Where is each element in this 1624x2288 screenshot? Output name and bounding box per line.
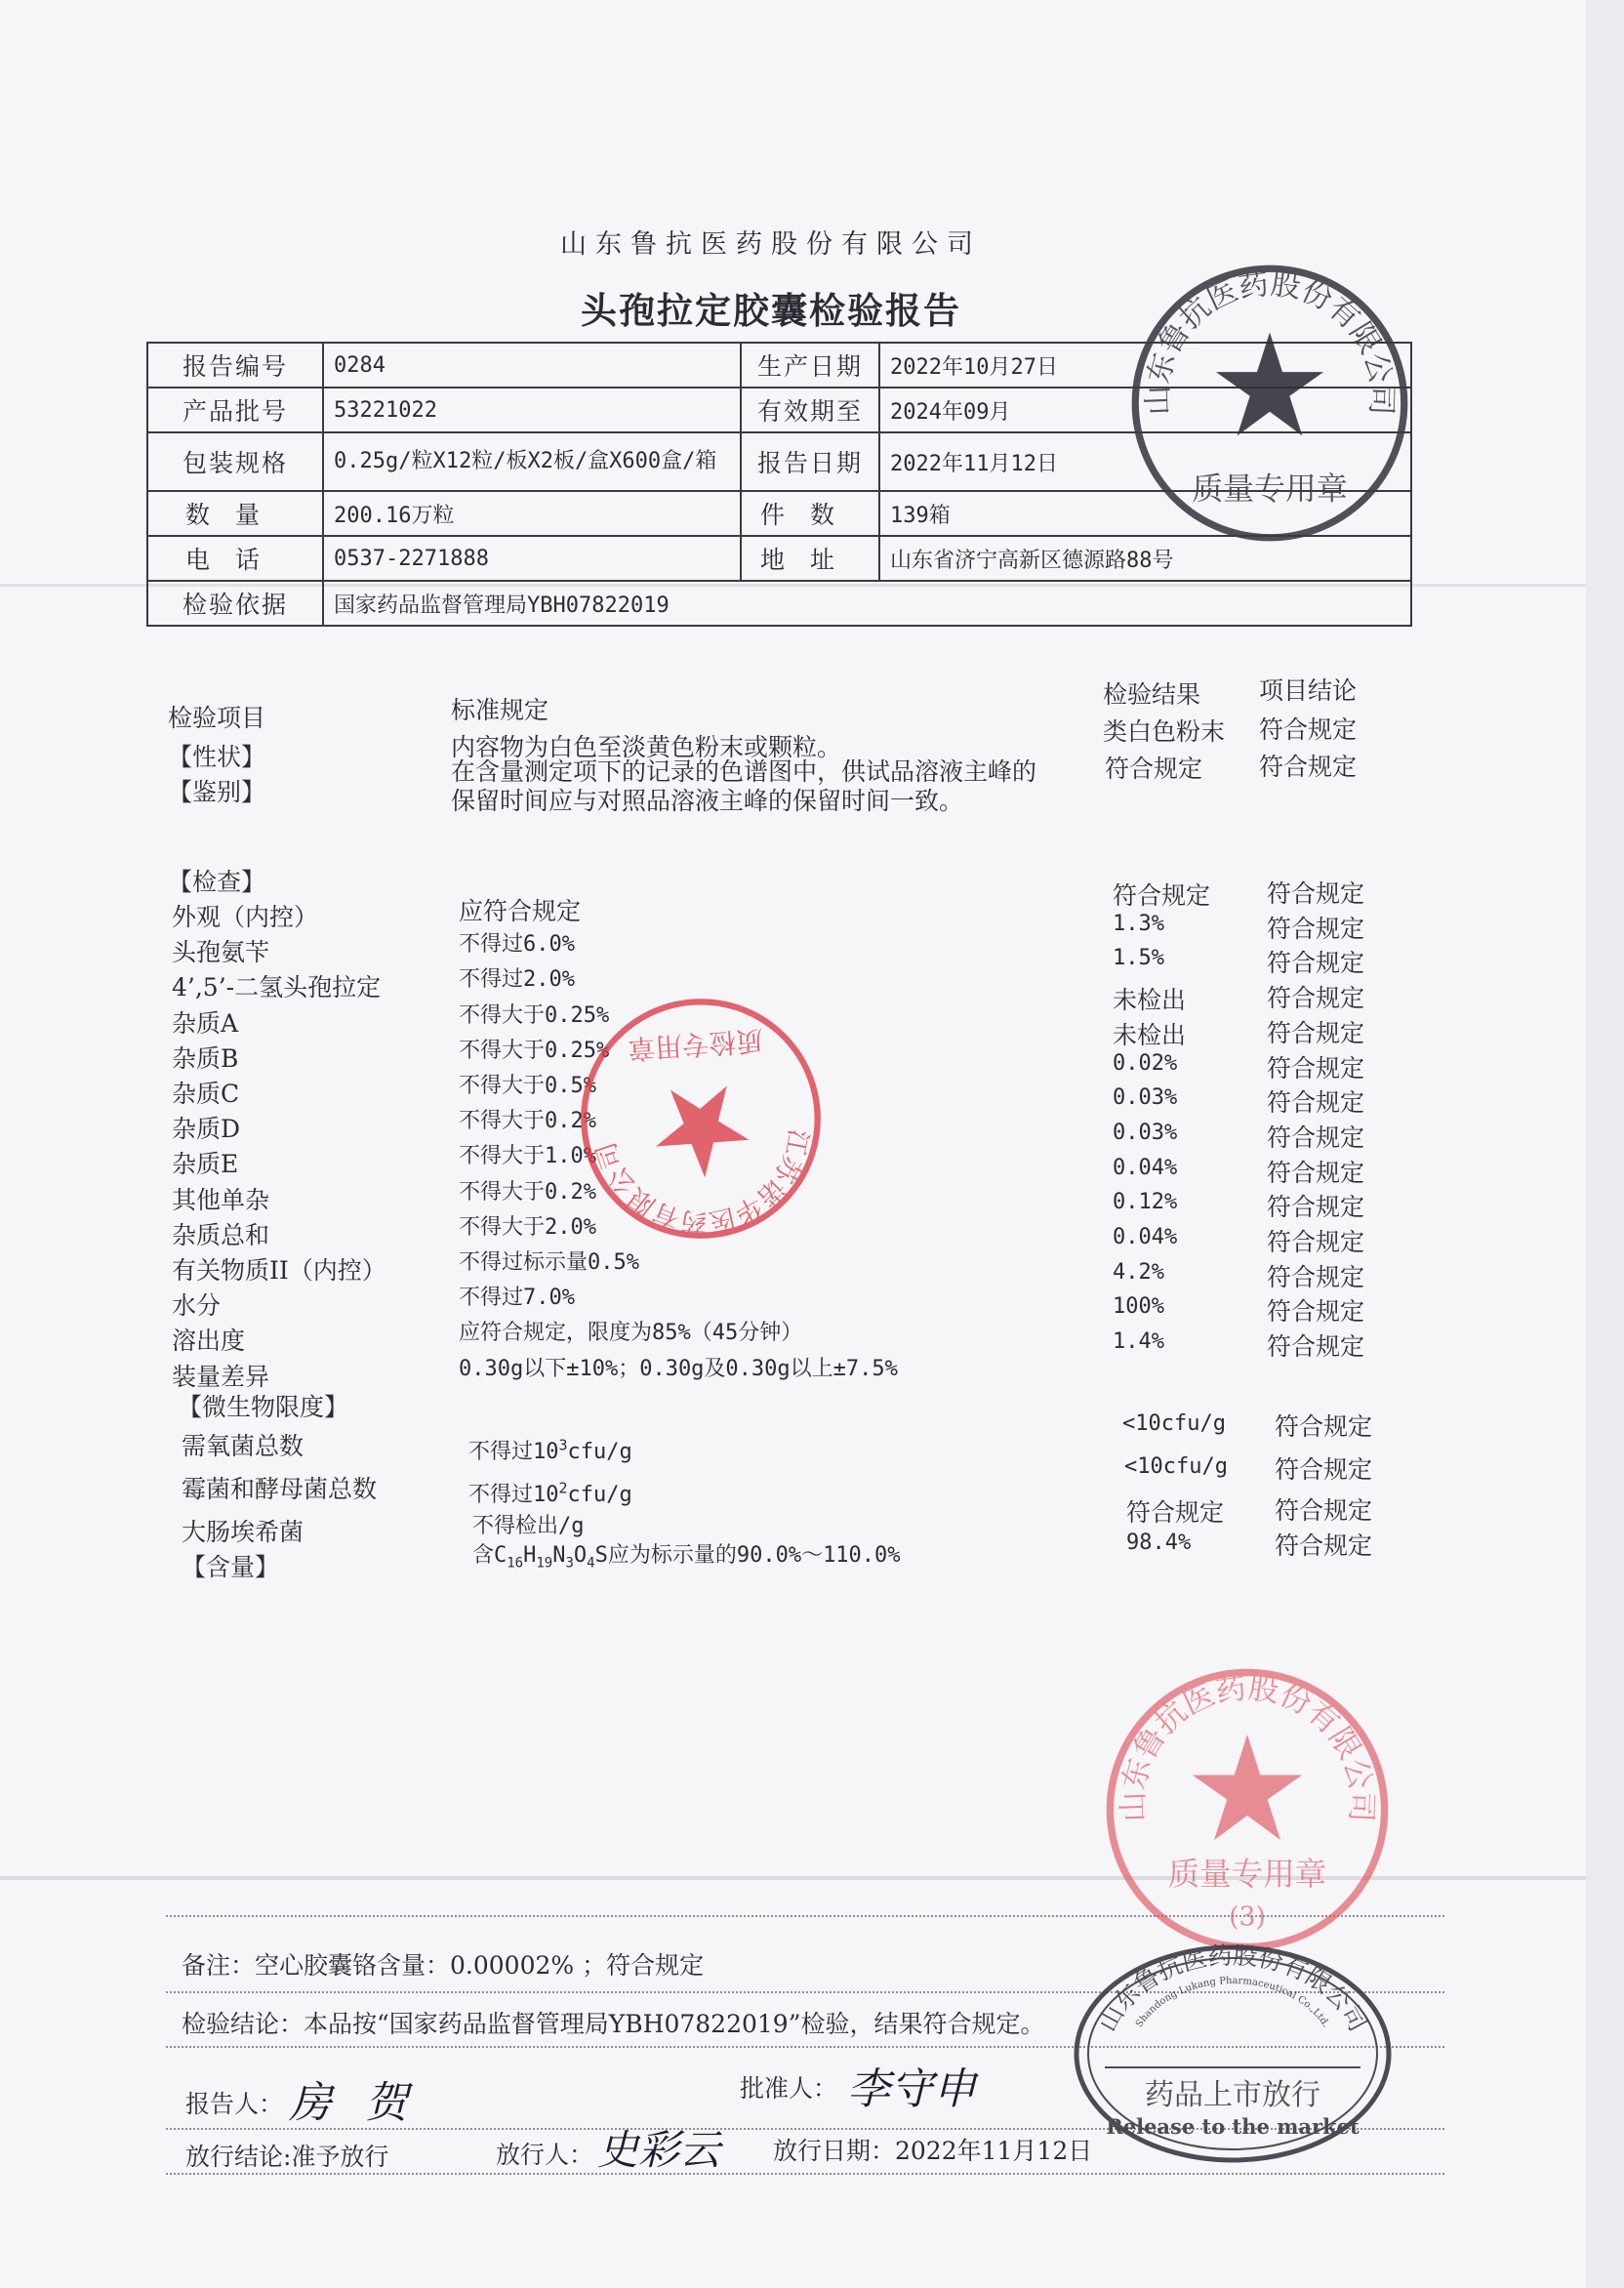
label-address: 地址 — [741, 536, 879, 581]
phone: 0537-2271888 — [323, 536, 741, 581]
seal-ring-text: 山东鲁抗医药股份有限公司 — [1115, 1670, 1380, 1823]
label-expiry: 有效期至 — [741, 388, 879, 432]
reporter-label: 报告人： — [185, 2090, 284, 2118]
pack-spec: 0.25g/粒X12粒/板X2板/盒X600盒/箱 — [323, 432, 741, 491]
seal-number: (3) — [1229, 1901, 1266, 1933]
seal-label: 质量专用章 — [1167, 1855, 1327, 1893]
check-item-conclusion: 符合规定 — [1267, 984, 1365, 1012]
label-basis: 检验依据 — [147, 581, 323, 626]
check-item-name: 装量差异 — [172, 1363, 270, 1391]
label-phone: 电话 — [147, 536, 323, 581]
micro-result: <10cfu/g — [1122, 1411, 1226, 1436]
remark: 备注：空心胶囊铬含量：0.00002% ；符合规定 — [182, 1951, 705, 1980]
check-item-conclusion: 符合规定 — [1267, 1019, 1365, 1047]
check-item-standard: 应符合规定，限度为85%（45分钟） — [459, 1321, 803, 1345]
check-item-standard: 0.30g以下±10%；0.30g及0.30g以上±7.5% — [459, 1357, 898, 1381]
section-micro: 【微生物限度】 — [178, 1393, 349, 1421]
check-item-standard: 不得大于1.0% — [459, 1144, 596, 1168]
report-no: 0284 — [323, 343, 741, 388]
check-item-name: 其他单杂 — [172, 1186, 270, 1214]
content-conclusion: 符合规定 — [1275, 1532, 1373, 1560]
check-item-name: 杂质C — [172, 1080, 240, 1108]
prod-date: 2022年10月27日 — [879, 343, 1411, 388]
approver-signature: 李守申 — [847, 2064, 976, 2114]
seal-ring-text: 山东鲁抗医药股份有限公司 — [1141, 266, 1399, 416]
report-date: 2022年11月12日 — [879, 432, 1411, 491]
check-item-name: 水分 — [172, 1291, 222, 1320]
svg-text:山东鲁抗医药股份有限公司 — [1093, 1942, 1372, 2036]
section-identify: 【鉴别】 — [168, 778, 266, 806]
check-item-name: 溶出度 — [172, 1327, 246, 1355]
seal-ring-text-en: Shandong Lukang Pharmaceutical Co.,Ltd. — [1133, 1975, 1332, 2030]
expiry-date: 2024年09月 — [879, 388, 1411, 432]
col-header-item: 检验项目 — [168, 704, 266, 732]
seal-ring-text: 山东鲁抗医药股份有限公司 — [1092, 1942, 1373, 2036]
check-item-name: 杂质D — [172, 1115, 241, 1143]
label-prod-date: 生产日期 — [741, 343, 879, 388]
reporter-signature: 房 贺 — [289, 2078, 418, 2128]
company-name: 山东鲁抗医药股份有限公司 — [560, 229, 982, 260]
check-item-result: 未检出 — [1113, 986, 1187, 1014]
check-item-result: 1.5% — [1113, 946, 1164, 970]
micro-standard: 不得过$10^2cfu/g$ — [468, 1479, 632, 1507]
check-item-result: 4.2% — [1113, 1260, 1164, 1285]
micro-result: <10cfu/g — [1124, 1454, 1228, 1479]
report-title: 头孢拉定胶囊检验报告 — [581, 289, 961, 332]
seal-ring-text: 江苏诺华医药有限公司 — [590, 1126, 814, 1238]
check-item-result: 1.3% — [1113, 912, 1164, 936]
micro-result: 符合规定 — [1126, 1498, 1225, 1527]
micro-name: 需氧菌总数 — [182, 1432, 304, 1460]
property-result: 类白色粉末 — [1103, 717, 1226, 746]
col-header-result: 检验结果 — [1103, 680, 1201, 709]
check-item-name: 杂质E — [172, 1150, 239, 1178]
check-item-standard: 不得大于0.2% — [459, 1109, 596, 1133]
pieces: 139箱 — [879, 491, 1411, 536]
section-check: 【检查】 — [168, 868, 266, 896]
identify-result: 符合规定 — [1105, 755, 1203, 783]
check-item-conclusion: 符合规定 — [1267, 1124, 1365, 1152]
micro-conclusion: 符合规定 — [1275, 1496, 1373, 1525]
check-item-name: 杂质A — [172, 1009, 239, 1038]
label-qty: 数量 — [147, 491, 323, 536]
check-item-conclusion: 符合规定 — [1267, 1297, 1365, 1326]
release-label-cn: 药品上市放行 — [1145, 2078, 1320, 2112]
label-report-no: 报告编号 — [147, 343, 323, 388]
micro-conclusion: 符合规定 — [1275, 1455, 1373, 1484]
approver-label: 批准人： — [740, 2074, 838, 2103]
micro-conclusion: 符合规定 — [1275, 1412, 1373, 1441]
check-item-conclusion: 符合规定 — [1267, 915, 1365, 943]
check-item-conclusion: 符合规定 — [1267, 1159, 1365, 1187]
check-item-result: 0.03% — [1113, 1085, 1178, 1110]
address: 山东省济宁高新区德源路88号 — [879, 536, 1411, 581]
check-item-result: 0.02% — [1113, 1051, 1178, 1076]
check-item-standard: 不得大于0.25% — [459, 1039, 610, 1063]
release-date: 放行日期：2022年11月12日 — [773, 2137, 1093, 2165]
check-item-name: 杂质B — [172, 1044, 239, 1073]
releaser-signature: 史彩云 — [597, 2126, 721, 2174]
red-qc-seal-stamp — [570, 988, 832, 1250]
check-item-standard: 不得大于0.2% — [459, 1180, 596, 1205]
check-item-result: 0.12% — [1113, 1190, 1178, 1214]
quality-seal-stamp — [1128, 262, 1411, 545]
check-item-conclusion: 符合规定 — [1267, 1228, 1365, 1256]
check-item-result: 未检出 — [1113, 1021, 1187, 1049]
quantity: 200.16万粒 — [323, 491, 741, 536]
check-item-result: 符合规定 — [1113, 881, 1211, 910]
release-conclusion: 放行结论:准予放行 — [185, 2143, 389, 2171]
test-basis: 国家药品监督管理局YBH07822019 — [323, 581, 1411, 626]
check-item-name: 有关物质II（内控） — [172, 1256, 386, 1285]
micro-standard: 不得过$10^3cfu/g$ — [468, 1436, 632, 1464]
micro-name: 大肠埃希菌 — [182, 1518, 304, 1546]
content-result: 98.4% — [1126, 1531, 1192, 1555]
dotted-separator — [166, 2173, 1444, 2175]
label-pack: 包装规格 — [147, 432, 323, 491]
section-property: 【性状】 — [168, 743, 266, 771]
batch-no: 53221022 — [323, 388, 741, 432]
check-item-conclusion: 符合规定 — [1267, 1088, 1365, 1117]
check-item-name: 头孢氨苄 — [172, 938, 270, 966]
micro-name: 霉菌和酵母菌总数 — [182, 1475, 378, 1503]
check-item-result: 0.04% — [1113, 1225, 1178, 1249]
check-item-conclusion: 符合规定 — [1267, 1332, 1365, 1361]
col-header-conclusion: 项目结论 — [1259, 676, 1358, 705]
section-content: 【含量】 — [182, 1553, 280, 1581]
check-item-conclusion: 符合规定 — [1267, 1193, 1365, 1221]
check-item-standard: 应符合规定 — [459, 897, 582, 925]
label-report-date: 报告日期 — [741, 432, 879, 491]
release-stamp — [1072, 1942, 1394, 2165]
quality-seal-red-stamp — [1103, 1665, 1392, 1954]
seal-label: 质量专用章 — [1192, 470, 1348, 508]
check-item-conclusion: 符合规定 — [1267, 1054, 1365, 1083]
identify-conclusion: 符合规定 — [1259, 753, 1358, 781]
check-item-name: 外观（内控） — [172, 903, 319, 931]
releaser-label: 放行人： — [496, 2141, 594, 2169]
check-item-conclusion: 符合规定 — [1267, 879, 1365, 908]
test-conclusion: 检验结论：本品按“国家药品监督管理局YBH07822019”检验，结果符合规定。 — [182, 2010, 1045, 2038]
check-item-standard: 不得过6.0% — [459, 932, 575, 957]
content-standard: 含$C_{16}H_{19}N_3O_4S$应为标示量的90.0%～110.0% — [472, 1543, 901, 1572]
seal-label: 质检专用章 — [627, 1023, 764, 1066]
check-item-conclusion: 符合规定 — [1267, 949, 1365, 977]
property-conclusion: 符合规定 — [1259, 715, 1358, 744]
check-item-conclusion: 符合规定 — [1267, 1263, 1365, 1291]
release-label-en: Release to the market — [1106, 2114, 1360, 2139]
col-header-standard: 标准规定 — [451, 696, 549, 724]
check-item-standard: 不得过2.0% — [459, 967, 575, 992]
check-item-name: 4’,5’-二氢头孢拉定 — [172, 973, 382, 1001]
check-item-standard: 不得大于0.5% — [459, 1074, 596, 1098]
micro-standard: 不得检出/g — [472, 1514, 585, 1538]
check-item-standard: 不得过7.0% — [459, 1286, 575, 1310]
check-item-result: 100% — [1113, 1294, 1164, 1319]
check-item-result: 0.04% — [1113, 1156, 1178, 1180]
label-pieces: 件数 — [741, 491, 879, 536]
check-item-standard: 不得大于2.0% — [459, 1215, 596, 1240]
check-item-result: 1.4% — [1113, 1329, 1164, 1354]
check-item-standard: 不得大于0.25% — [459, 1003, 610, 1028]
check-item-name: 杂质总和 — [172, 1221, 270, 1249]
check-item-result: 0.03% — [1113, 1121, 1178, 1145]
property-standard: 内容物为白色至淡黄色粉末或颗粒。 — [451, 733, 842, 761]
label-batch: 产品批号 — [147, 388, 323, 432]
identify-standard: 在含量测定项下的记录的色谱图中，供试品溶液主峰的保留时间应与对照品溶液主峰的保留时间一致。 — [451, 757, 1037, 815]
check-item-standard: 不得过标示量0.5% — [459, 1250, 639, 1275]
